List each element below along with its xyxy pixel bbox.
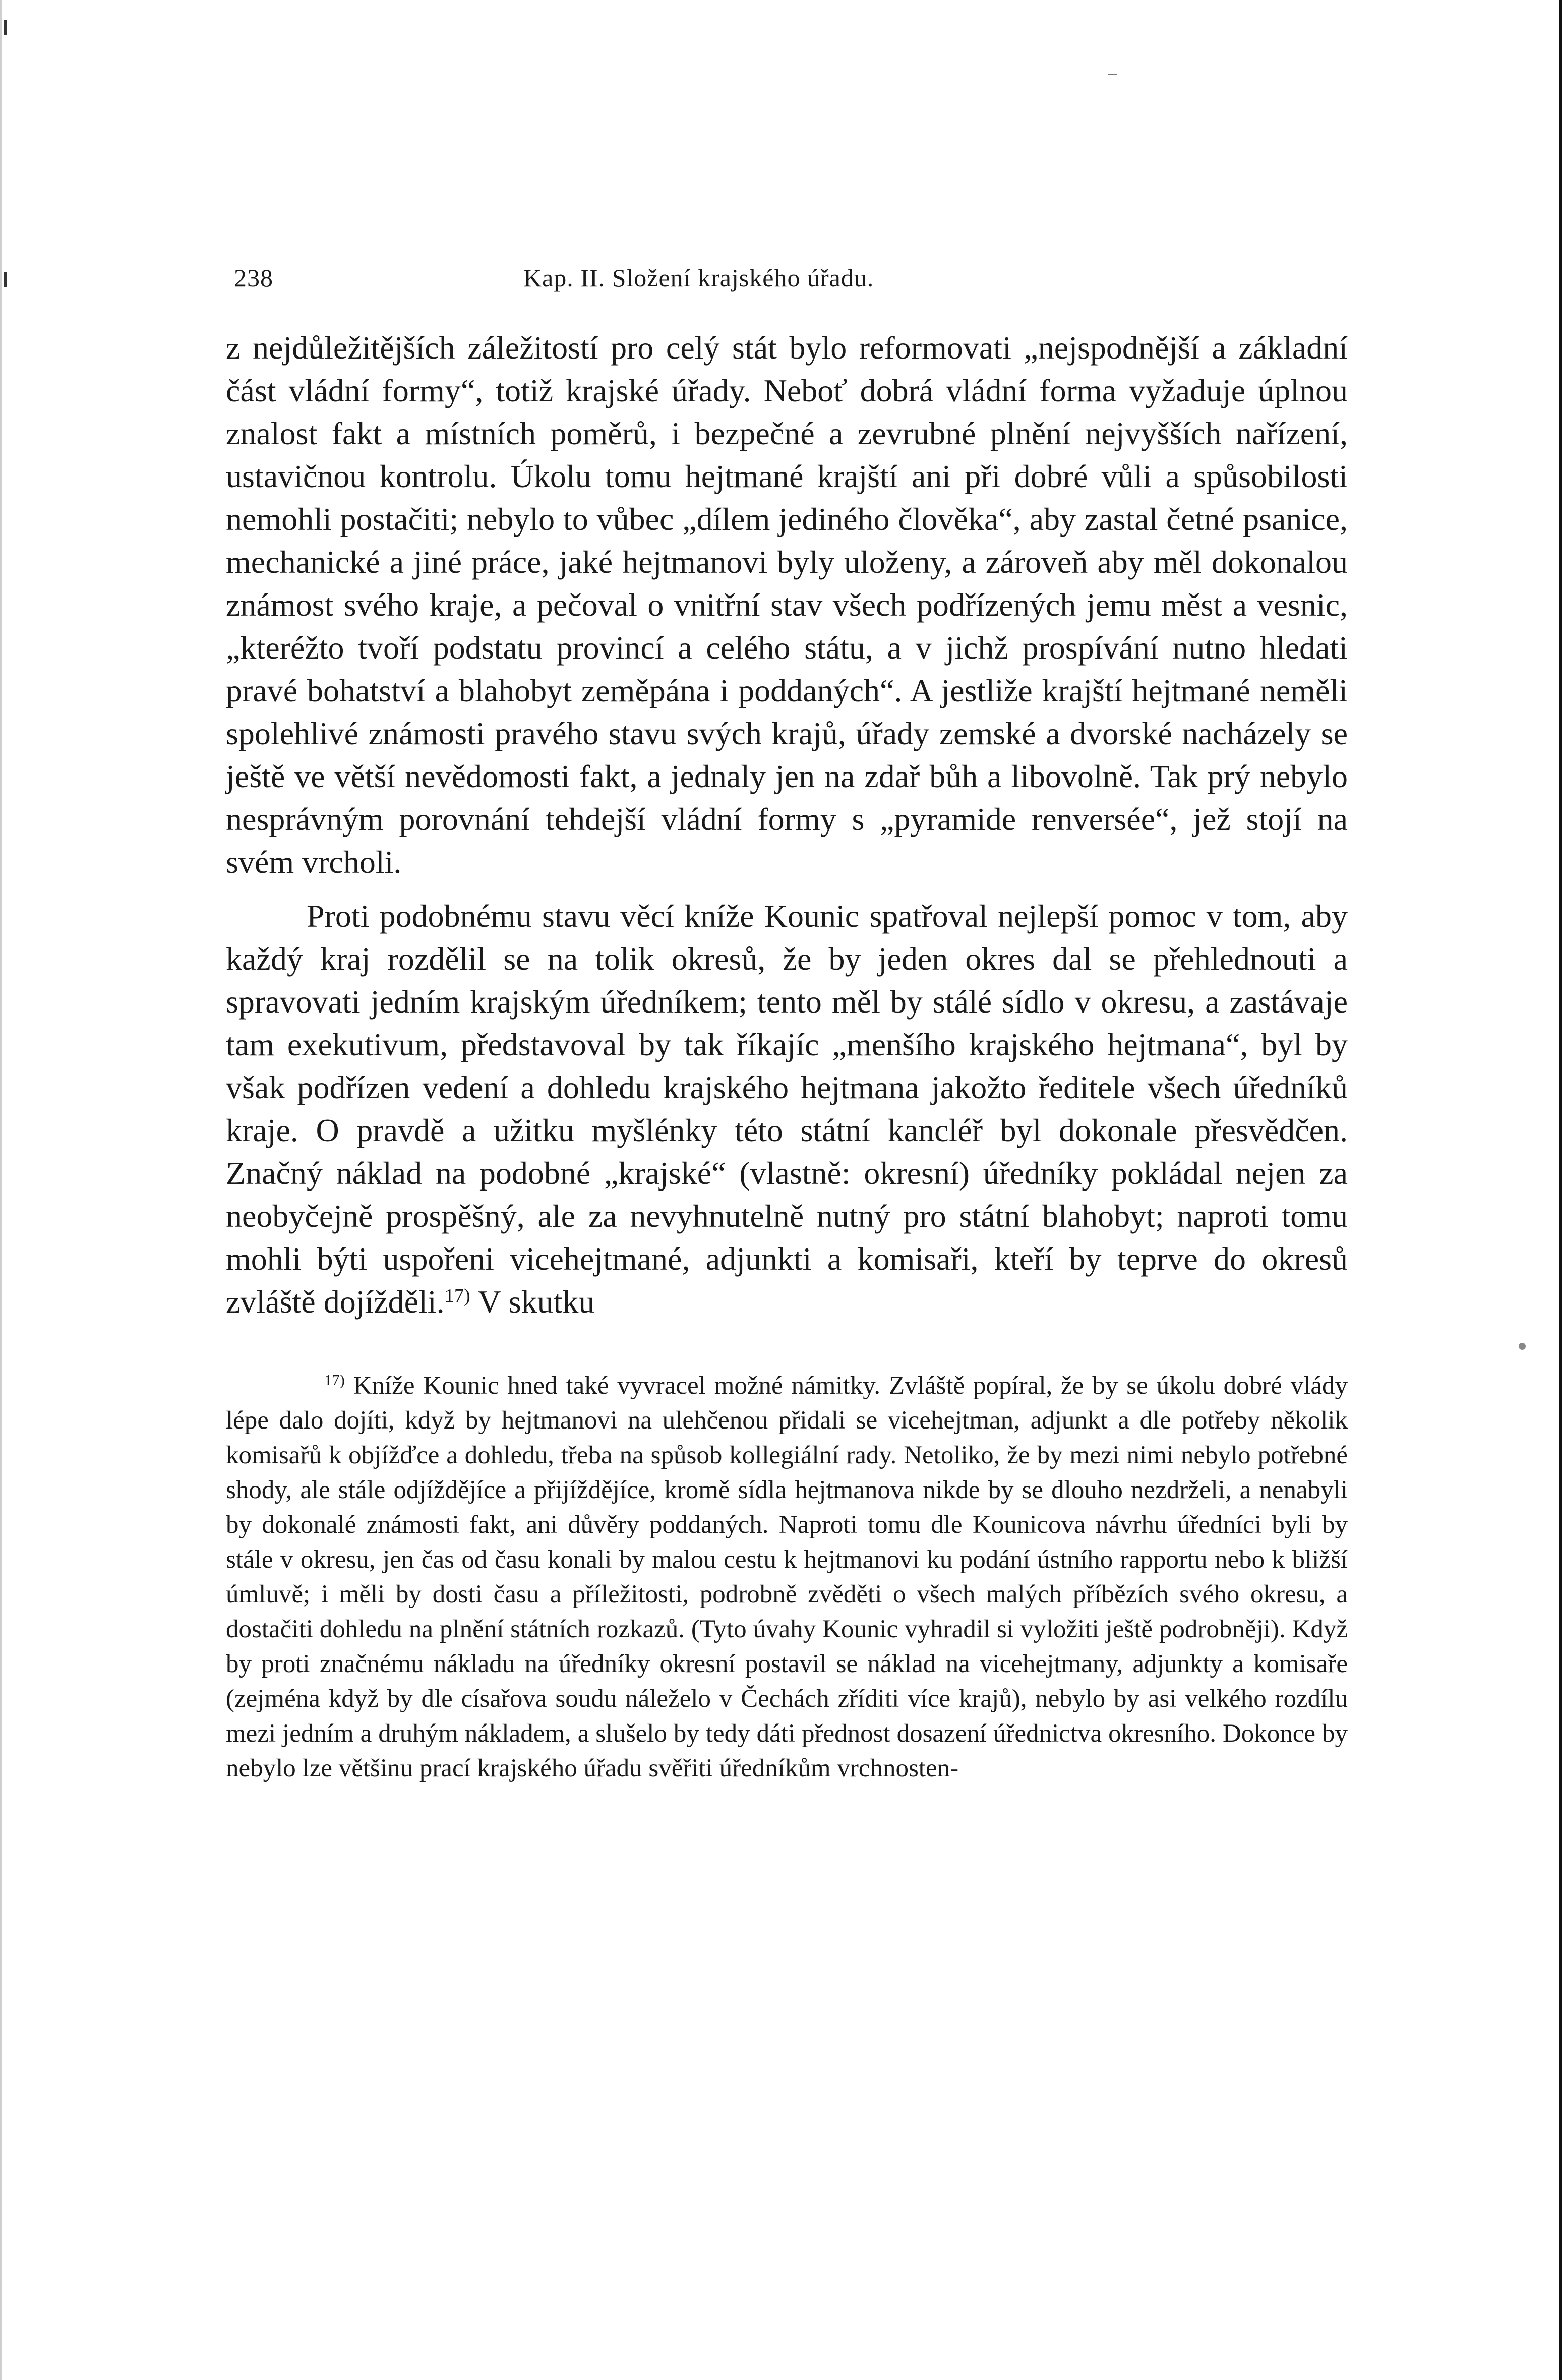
- paragraph: z nejdůležitějších záležitostí pro celý stát bylo reformovati „nejspodnější a základní část vládní formy“, totiž krajské úřady. Neboť dobrá vládní forma vyžaduje úplnou znalost fakt a místních poměrů, i bezpečné a zevrubné plnění nejvyšších nařízení, ustavičnou kontrolu. Úkolu tomu hejtmané krajští ani při dobré vůli a spůsobilosti nemohli postačiti; nebylo to vůbec „dílem jediného člověka“, aby zastal četné psanice, mechanické a jiné práce, jaké hejtmanovi byly uloženy, a zároveň aby měl dokonalou známost svého kraje, a pečoval o vnitřní stav všech podřízených jemu měst a vesnic, „kteréžto tvoří podstatu provincí a celého státu, a v jichž prospívání nutno hledati pravé bohatství a blahobyt zeměpána i poddaných“. A jestliže krajští hejtmané neměli spolehlivé známosti pravého stavu svých krajů, úřady zemské a dvorské nacházely se ještě ve větší nevědomosti fakt, a jednaly jen na zdař bůh a libovolně. Tak prý nebylo nesprávným porovnání tehdejší vládní formy s „pyramide renversée“, jež stojí na svém vrcholi.: [226, 330, 1348, 880]
- footnote-marker: 17): [324, 1372, 345, 1389]
- scan-left-edge: [0, 0, 2, 2380]
- footnote-reference: 17): [444, 1285, 470, 1306]
- footnote-text: Kníže Kounic hned také vyvracel možné námitky. Zvláště popíral, že by se úkolu dobré vlády lépe dalo dojíti, když by hejtmanovi na ulehčenou přidali se vicehejtman, adjunkt a dle potřeby několik komisařů k objížďce a dohledu, třeba na spůsob kollegiální rady. Netoliko, že by mezi nimi nebylo potřebné shody, ale stále odjíždějíce a přijíždějíce, kromě sídla hejtmanova nikde by se dlouho nezdrželi, a nenabyli by dokonalé známosti fakt, ani důvěry poddaných. Naproti tomu dle Kounicova návrhu úředníci byli by stále v okresu, jen čas od času konali by malou cestu k hejtmanovi ku podání ústního rapportu nebo k bližší úmluvě; i měli by dosti času a příležitosti, podrobně zvěděti o všech malých příbězích svého okresu, a dostačiti dohledu na plnění státních rozkazů. (Tyto úvahy Kounic vyhradil si vyložiti ještě podrobněji). Když by proti značnému nákladu na úředníky okresní postavil se náklad na vicehejtmany, adjunkty a komisaře (zejména když by dle císařova soudu náleželo v Čechách zříditi více krajů), nebylo by asi velkého rozdílu mezi jedním a druhým nákladem, a slušelo by tedy dáti přednost dosazení úřednictva okresního. Dokonce by nebylo lze většinu prací krajského úřadu svěřiti úředníkům vrchnosten-: [226, 1372, 1348, 1782]
- page-number: 238: [234, 264, 273, 292]
- paragraph-text-tail: V skutku: [470, 1284, 595, 1320]
- footnote: [226, 1368, 1348, 1786]
- scan-mark: [1108, 74, 1117, 75]
- scan-mark: [4, 20, 7, 35]
- scan-mark: [4, 272, 7, 287]
- paragraph: [226, 895, 1348, 1323]
- book-page: [226, 252, 1348, 1786]
- margin-dot: [1519, 1343, 1526, 1350]
- paragraph-text: Proti podobnému stavu věcí kníže Kounic spatřoval nejlepší pomoc v tom, aby každý kraj rozdělil se na tolik okresů, že by jeden okres dal se přehlednouti a spravovati jedním krajským úředníkem; tento měl by stálé sídlo v okresu, a zastávaje tam exekutivum, představoval by tak říkajíc „menšího krajského hejtmana“, byl by však podřízen vedení a dohledu krajského hejtmana jakožto ředitele všech úředníků kraje. O pravdě a užitku myšlénky této státní kancléř byl dokonale přesvědčen. Značný náklad na podobné „krajské“ (vlastně: okresní) úředníky pokládal nejen za neobyčejně prospěšný, ale za nevyhnutelně nutný pro státní blahobyt; naproti tomu mohli býti uspořeni vicehejtmané, adjunkti a komisaři, kteří by teprve do okresů zvláště dojížděli.: [226, 898, 1348, 1320]
- running-head: [226, 252, 1348, 298]
- main-text: [226, 326, 1348, 1323]
- chapter-title: Kap. II. Složení krajského úřadu.: [523, 264, 874, 292]
- scan-right-edge: [1559, 0, 1562, 2380]
